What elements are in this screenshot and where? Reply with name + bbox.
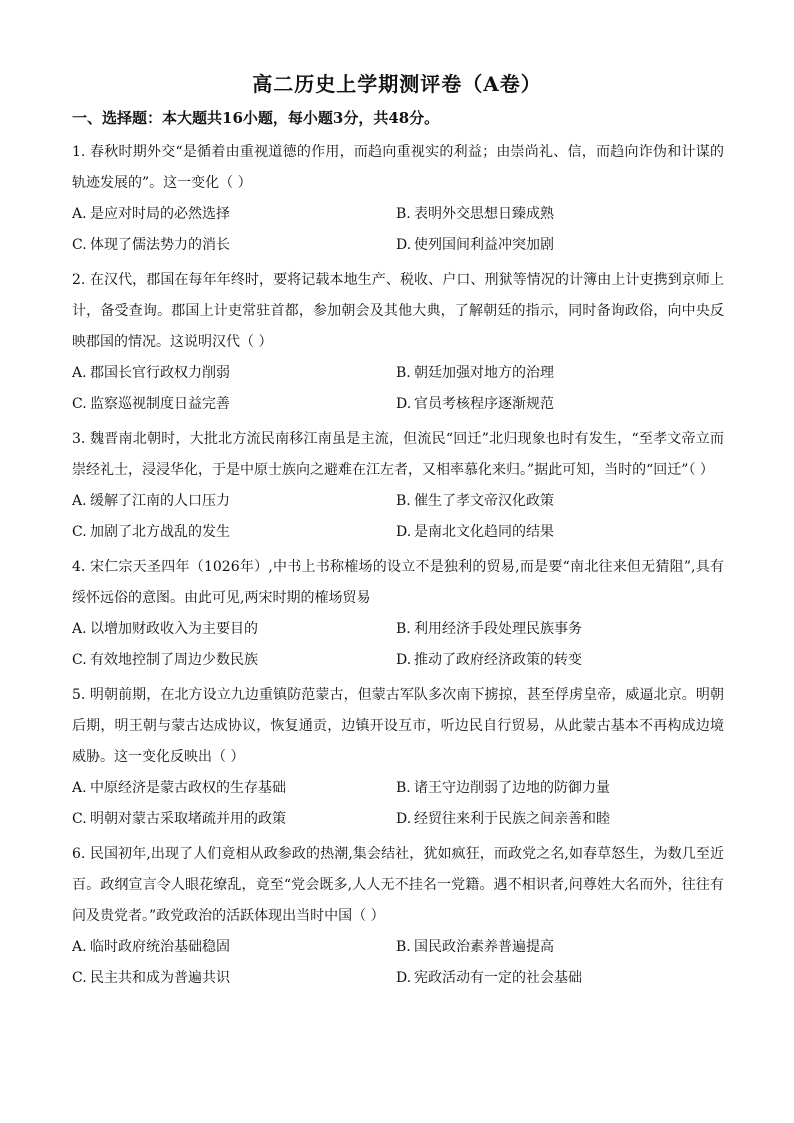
option-text: 经贸往来利于民族之间亲善和睦	[414, 811, 610, 827]
question-stem: 5. 明朝前期，在北方设立九边重镇防范蒙古，但蒙古军队多次南下掳掠，甚至俘虏皇帝，威逼北京。明朝后期，明王朝与蒙古达成协议，恢复通贡，边镇开设互市，听边民自行贸易，从此蒙古基本不再构成边境威胁。这一变化反映出（ ）	[72, 687, 724, 765]
option-c[interactable]	[72, 389, 396, 420]
question-stem: 3. 魏晋南北朝时，大批北方流民南移江南虽是主流，但流民“回迁”北归现象也时有发生，“至孝文帝立而崇经礼士，浸浸华化，于是中原士族向之避难在江左者，又相率慕化来归。”据此可知，当时的“回迁”（ ）	[72, 431, 724, 478]
option-d[interactable]	[396, 230, 724, 261]
option-text: 临时政府统治基础稳固	[90, 939, 230, 955]
option-label: D.	[396, 237, 412, 253]
option-c[interactable]	[72, 963, 396, 994]
option-text: 使列国间利益冲突加剧	[414, 237, 554, 253]
option-c[interactable]	[72, 804, 396, 835]
option-b[interactable]	[396, 199, 724, 230]
option-b[interactable]	[396, 932, 724, 963]
option-b[interactable]	[396, 614, 724, 645]
option-text: 宪政活动有一定的社会基础	[414, 970, 582, 986]
question-stem: 2. 在汉代，郡国在每年年终时，要将记载本地生产、税收、户口、刑狱等情况的计簿由上计吏携到京师上计，备受查询。郡国上计吏常驻首都，参加朝会及其他大典，了解朝廷的指示，同时备询政俗，向中央反映郡国的情况。这说明汉代（ ）	[72, 272, 724, 350]
option-d[interactable]	[396, 645, 724, 676]
option-text: 有效地控制了周边少数民族	[90, 652, 258, 668]
option-label: C.	[72, 811, 87, 827]
option-label: A.	[72, 365, 87, 381]
option-text: 以增加财政收入为主要目的	[90, 621, 258, 637]
question-4	[72, 552, 724, 676]
option-text: 催生了孝文帝汉化政策	[414, 493, 554, 509]
option-text: 利用经济手段处理民族事务	[414, 621, 582, 637]
option-label: C.	[72, 237, 87, 253]
option-b[interactable]	[396, 486, 724, 517]
question-stem: 4. 宋仁宗天圣四年（1026年）,中书上书称榷场的设立不是独利的贸易,而是要“南北往来但无猜阻”,具有绥怀远俗的意图。由此可见,两宋时期的榷场贸易	[72, 559, 724, 606]
option-text: 官员考核程序逐渐规范	[414, 396, 554, 412]
option-text: 国民政治素养普遍提高	[414, 939, 554, 955]
question-5	[72, 680, 724, 835]
option-c[interactable]	[72, 230, 396, 261]
option-a[interactable]	[72, 614, 396, 645]
option-label: B.	[396, 621, 411, 637]
options-grid	[72, 932, 724, 994]
option-text: 是南北文化趋同的结果	[414, 524, 554, 540]
option-label: D.	[396, 652, 412, 668]
option-label: C.	[72, 652, 87, 668]
question-stem: 1. 春秋时期外交“是循着由重视道德的作用，而趋向重视实的利益；由崇尚礼、信，而趋向诈伪和计谋的轨迹发展的”。这一变化（ ）	[72, 144, 724, 191]
option-d[interactable]	[396, 517, 724, 548]
options-grid	[72, 486, 724, 548]
option-label: C.	[72, 524, 87, 540]
option-text: 监察巡视制度日益完善	[90, 396, 230, 412]
option-d[interactable]	[396, 389, 724, 420]
option-text: 朝廷加强对地方的治理	[414, 365, 554, 381]
option-b[interactable]	[396, 773, 724, 804]
option-a[interactable]	[72, 773, 396, 804]
option-label: B.	[396, 780, 411, 796]
section-heading: 一、选择题：本大题共16小题，每小题3分，共48分。	[72, 109, 440, 127]
option-label: A.	[72, 621, 87, 637]
option-a[interactable]	[72, 199, 396, 230]
options-grid	[72, 773, 724, 835]
option-text: 体现了儒法势力的消长	[90, 237, 230, 253]
option-label: D.	[396, 970, 412, 986]
option-label: A.	[72, 493, 87, 509]
options-grid	[72, 358, 724, 420]
question-6	[72, 839, 724, 994]
option-text: 加剧了北方战乱的发生	[90, 524, 230, 540]
question-stem: 6. 民国初年,出现了人们竟相从政参政的热潮,集会结社，犹如疯狂，而政党之名,如春草怒生，为数几至近百。政纲宣言令人眼花缭乱，竟至“党会既多,人人无不挂名一党籍。遇不相识者,问尊姓大名而外，往往有问及贵党者。”政党政治的活跃体现出当时中国（ ）	[72, 846, 724, 924]
option-text: 表明外交思想日臻成熟	[414, 206, 554, 222]
option-text: 明朝对蒙古采取堵疏并用的政策	[90, 811, 286, 827]
option-label: C.	[72, 396, 87, 412]
question-2	[72, 265, 724, 420]
option-c[interactable]	[72, 517, 396, 548]
option-label: A.	[72, 939, 87, 955]
option-label: B.	[396, 365, 411, 381]
option-label: B.	[396, 939, 411, 955]
option-label: A.	[72, 780, 87, 796]
option-b[interactable]	[396, 358, 724, 389]
option-text: 推动了政府经济政策的转变	[414, 652, 582, 668]
option-d[interactable]	[396, 804, 724, 835]
option-label: C.	[72, 970, 87, 986]
option-text: 诸王守边削弱了边地的防御力量	[414, 780, 610, 796]
option-label: A.	[72, 206, 87, 222]
option-d[interactable]	[396, 963, 724, 994]
options-grid	[72, 199, 724, 261]
option-a[interactable]	[72, 932, 396, 963]
option-label: D.	[396, 811, 412, 827]
page-title: 高二历史上学期测评卷（A卷）	[252, 72, 542, 96]
option-text: 是应对时局的必然选择	[90, 206, 230, 222]
option-label: D.	[396, 524, 412, 540]
option-text: 中原经济是蒙古政权的生存基础	[90, 780, 286, 796]
question-list	[72, 137, 724, 998]
option-a[interactable]	[72, 358, 396, 389]
option-label: B.	[396, 206, 411, 222]
option-text: 缓解了江南的人口压力	[90, 493, 230, 509]
question-1	[72, 137, 724, 261]
option-c[interactable]	[72, 645, 396, 676]
option-text: 郡国长官行政权力削弱	[90, 365, 230, 381]
option-a[interactable]	[72, 486, 396, 517]
question-3	[72, 424, 724, 548]
option-label: B.	[396, 493, 411, 509]
option-text: 民主共和成为普遍共识	[90, 970, 230, 986]
option-label: D.	[396, 396, 412, 412]
options-grid	[72, 614, 724, 676]
